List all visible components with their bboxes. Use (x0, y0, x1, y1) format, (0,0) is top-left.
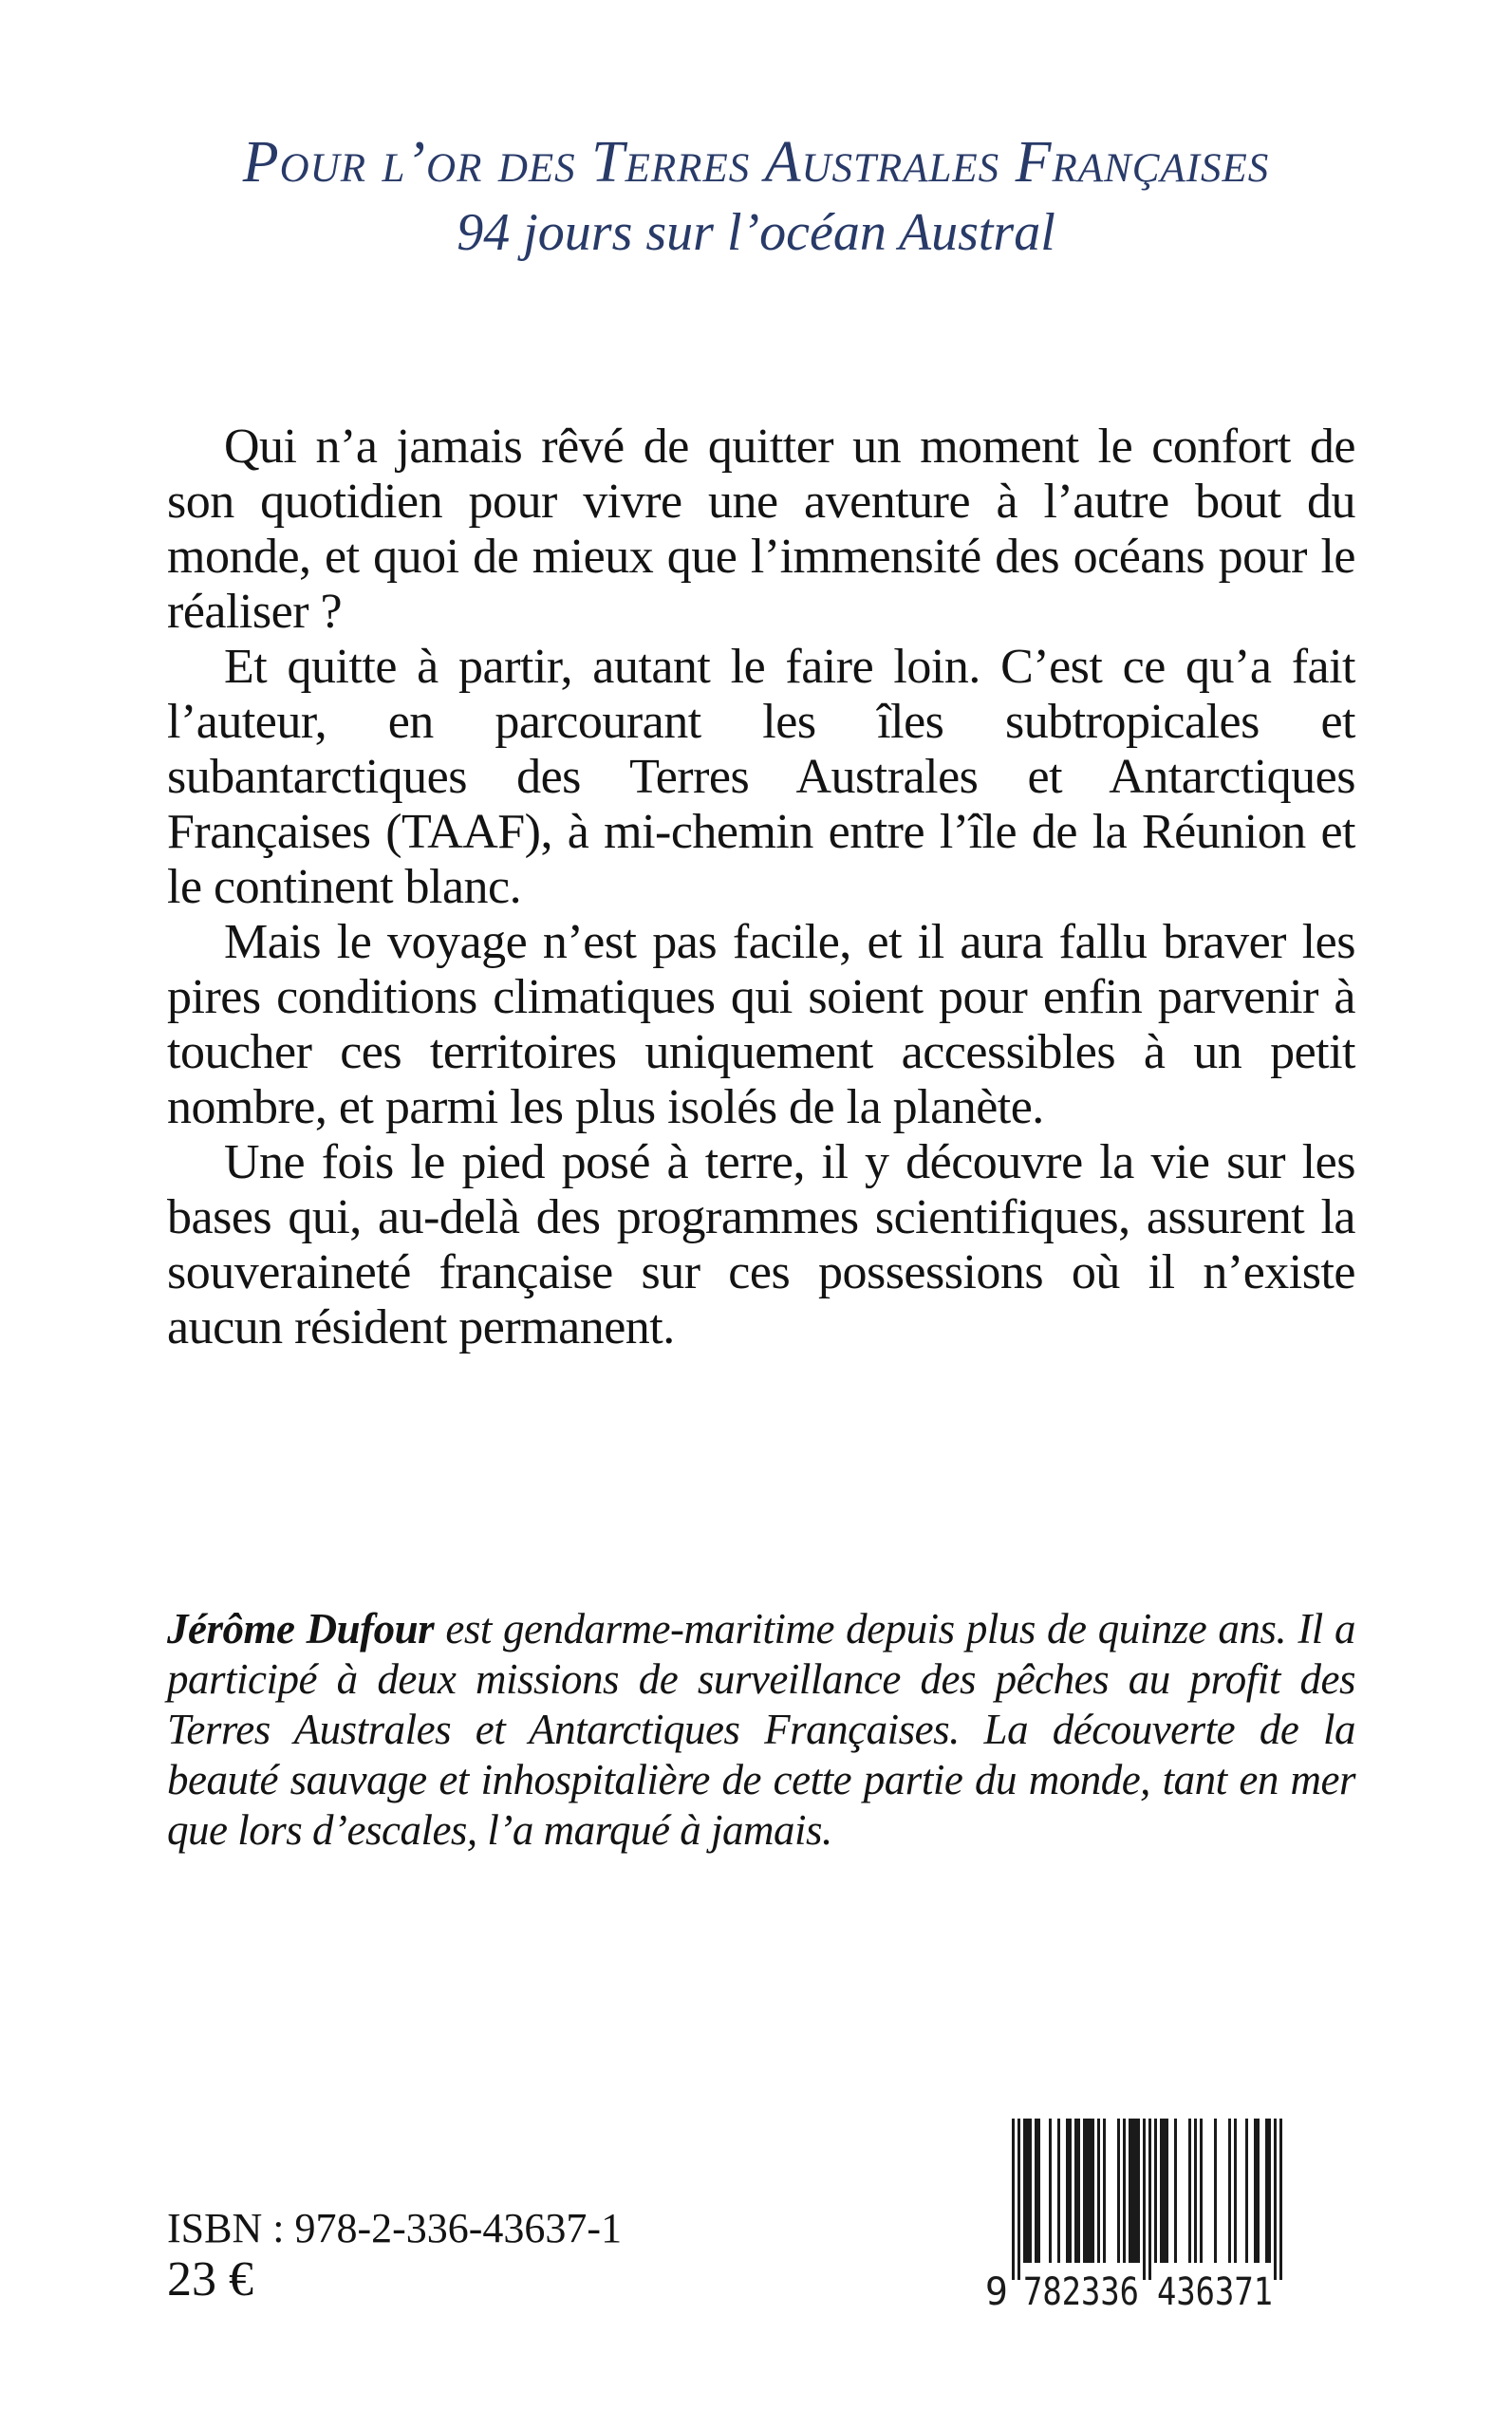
book-subtitle: 94 jours sur l’océan Austral (457, 203, 1055, 262)
author-bio-paragraph (167, 1604, 1355, 1856)
synopsis-paragraph: Et quitte à partir, autant le faire loin. C’est ce qu’a fait l’auteur, en parcourant les îles subtropicales et subantarctiques des Terres Australes et Antarctiques Françaises (TAAF), à mi-chemin entre l’île de la Réunion et le continent blanc. (167, 640, 1355, 914)
author-bio (167, 1604, 1355, 1856)
synopsis-paragraph: Mais le voyage n’est pas facile, et il aura fallu braver les pires conditions climatiques qui soient pour enfin parvenir à toucher ces territoires uniquement accessibles à un petit nombre, et parmi les plus isolés de la planète. (167, 915, 1355, 1134)
author-bio-text: est gendarme-maritime depuis plus de quinze ans. Il a participé à deux missions de surveillance des pêches au profit des Terres Australes et Antarctiques Françaises. La découverte de la beauté sauvage et inhospitalière de cette partie du monde, tant en mer que lors d’escales, l’a marqué à jamais. (167, 1605, 1355, 1854)
author-name: Jérôme Dufour (167, 1605, 435, 1653)
svg-text:436371: 436371 (1157, 2270, 1273, 2308)
synopsis-text (167, 420, 1355, 1355)
svg-text:9: 9 (985, 2270, 1008, 2308)
synopsis-paragraph: Une fois le pied posé à terre, il y découvre la vie sur les bases qui, au-delà des programmes scientifiques, assurent la souveraineté française sur ces possessions où il n’existe aucun résident permanent. (167, 1135, 1355, 1354)
title-block (0, 129, 1512, 262)
book-title: Pour l’or des Terres Australes Françaises (242, 130, 1270, 195)
svg-text:782336: 782336 (1023, 2270, 1139, 2308)
price-text: 23 € (167, 2252, 253, 2306)
ean13-barcode (985, 2119, 1293, 2308)
synopsis-paragraph: Qui n’a jamais rêvé de quitter un moment le confort de son quotidien pour vivre une aventure à l’autre bout du monde, et quoi de mieux que l’immensité des océans pour le réaliser ? (167, 420, 1355, 639)
isbn-text: ISBN : 978-2-336-43637-1 (167, 2205, 623, 2251)
